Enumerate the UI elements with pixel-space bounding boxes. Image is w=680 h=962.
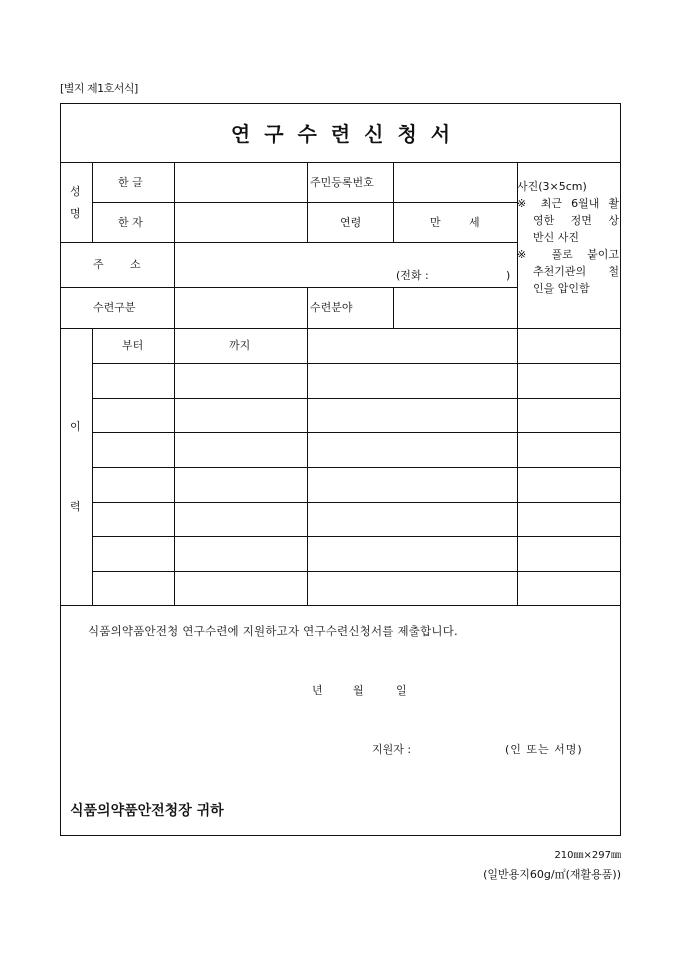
history-to-label: 까지 [229,339,251,352]
photo-note-line: 영한 정면 상 [533,214,619,227]
signature-placeholder[interactable]: (인 또는 서명) [505,743,583,756]
divider [307,162,308,242]
photo-note-line: 인을 압인함 [533,282,590,295]
address-field[interactable] [175,243,517,287]
photo-note-line: ※ 풀로 붙이고 [517,248,619,261]
form-title: 연구수련신청서 [230,122,465,146]
photo-box[interactable] [517,178,619,297]
date-month-label: 월 [353,684,364,697]
history-rows[interactable] [93,364,620,605]
hangul-name-label: 한 글 [118,176,143,189]
phone-close-label: ) [506,269,511,282]
training-type-label: 수련구분 [93,301,136,314]
divider [60,162,621,163]
date-year-label: 년 [312,684,323,697]
divider [92,162,93,242]
resident-number-label: 주민등록번호 [310,176,374,189]
photo-size-label: 사진(3×5cm) [517,180,587,193]
age-se-label: 세 [469,216,480,229]
training-field-label: 수련분야 [310,301,353,314]
name-label-bottom: 명 [70,207,81,220]
hangul-name-field[interactable] [175,163,307,202]
phone-open-label: (전화 : [396,269,429,282]
divider [60,328,621,329]
paper-size: 210㎜×297㎜ [554,850,621,861]
training-type-field[interactable] [175,288,307,328]
divider [60,605,621,606]
hanja-name-field[interactable] [175,203,307,242]
paper-note: (일반용지60g/㎡(재활용품)) [483,868,621,881]
history-label-1: 이 [70,420,81,433]
resident-number-field[interactable] [394,163,517,202]
photo-note-line: ※ 최근 6월내 촬 [517,197,619,210]
date-day-label: 일 [396,684,407,697]
applicant-label: 지원자 : [372,743,412,756]
address-label-2: 소 [130,258,141,271]
photo-note-line: 반신 사진 [533,231,580,244]
age-label: 연령 [340,216,362,229]
photo-note-line: 추천기관의 철 [533,265,619,278]
name-label-top: 성 [70,185,81,198]
history-label-2: 력 [70,500,81,513]
hanja-name-label: 한 자 [118,216,143,229]
declaration-text: 식품의약품안전청 연구수련에 지원하고자 연구수련신청서를 제출합니다. [88,624,458,638]
form-number-label: [별지 제1호서식] [60,82,138,95]
recipient-label: 식품의약품안전청장 귀하 [70,803,224,819]
training-field-field[interactable] [394,288,517,328]
divider [307,287,308,328]
age-man-label: 만 [430,216,441,229]
history-from-label: 부터 [122,339,144,352]
address-label-1: 주 [93,258,104,271]
